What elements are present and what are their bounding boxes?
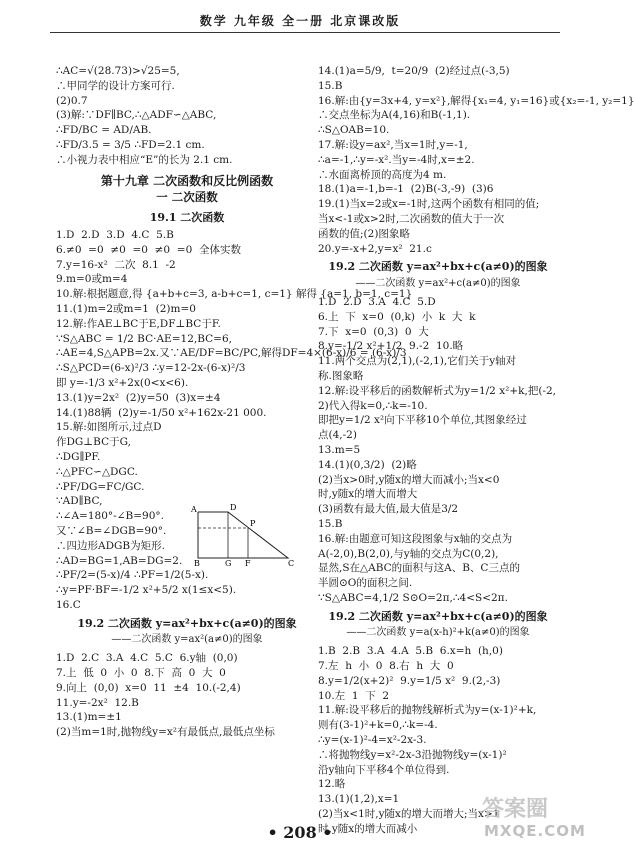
answer-line: 点(4,-2) xyxy=(318,429,357,442)
answer-line: 11.(1)m=2或m=1 (2)m=0 xyxy=(56,302,196,315)
answer-line: 16.解:由题意可知这段图象与x轴的交点为 xyxy=(318,532,513,545)
answer-line: 1.D 2.D 3.A 4.C 5.D xyxy=(318,295,436,308)
answer-line: 1.D 2.C 3.A 4.C 5.C 6.y轴 (0,0) xyxy=(56,652,238,665)
header-rule xyxy=(50,32,560,33)
answer-line: 14.(1)a=5/9, t=20/9 (2)经过点(-3,5) xyxy=(318,65,510,77)
answer-line: 11.y=-2x² 12.B xyxy=(56,696,139,709)
answer-line: 显然,S在△ABC的面积与这A、B、C三点的 xyxy=(318,562,520,575)
watermark xyxy=(474,790,594,846)
label-c: C xyxy=(288,559,295,568)
chapter-title: 第十九章 二次函数和反比例函数 xyxy=(100,173,274,188)
answer-line: 7.左 h 小 0 8.右 h 大 0 xyxy=(318,660,454,673)
subsection-19-2-b: 19.2 二次函数 y=ax²+bx+c(a≠0)的图象 xyxy=(328,260,548,274)
page-header xyxy=(0,8,600,34)
answer-line: 12.略 xyxy=(318,778,346,791)
answer-line: 15.B xyxy=(318,79,343,92)
left-top-answers xyxy=(56,64,318,168)
answer-line: ∴y=(x-1)²-4=x²-2x-3. xyxy=(318,734,427,747)
subsection-19-2-a: 19.2 二次函数 y=ax²+bx+c(a≠0)的图象 xyxy=(77,616,297,630)
answer-line: 8.y=-1/2 x²+1/2 9.-2 10.略 xyxy=(318,340,464,353)
answer-line: ∴a=-1,∴y=-x².当y=-4时,x=±2. xyxy=(318,153,475,166)
label-d: D xyxy=(230,503,237,512)
answer-line: 则有(3-1)²+k=0,∴k=-4. xyxy=(318,719,438,732)
header-title: 数学 九年级 全一册 北京课改版 xyxy=(199,14,401,28)
answer-line: 时,y随x的增大而减小 xyxy=(318,822,418,835)
answer-line: ∴PF/2=(5-x)/4 ∴PF=1/2(5-x). xyxy=(56,569,209,582)
answer-line: 7.y=16-x² 二次 8.1 -2 xyxy=(56,258,176,271)
answer-line: 6.≠0 =0 ≠0 =0 ≠0 =0 全体实数 xyxy=(56,243,241,256)
answer-line: 10.左 1 下 2 xyxy=(318,689,390,702)
subsection-19-2-c: 19.2 二次函数 y=ax²+bx+c(a≠0)的图象 xyxy=(328,609,548,623)
page-number: • 208 • xyxy=(267,823,333,842)
answer-line: 当x<-1或x>2时,二次函数的值大于一次 xyxy=(318,212,505,225)
answer-line: (2)当m=1时,抛物线y=x²有最低点,最低点坐标 xyxy=(56,726,275,739)
answer-line: 20.y=-x+2,y=x² 21.c xyxy=(318,242,432,255)
answer-line: ∴y=PF·BF=-1/2 x²+5/2 x(1≤x<5). xyxy=(56,584,237,597)
answers-19-2-b xyxy=(318,295,558,606)
answer-line: ∴小视力表中相应“E”的长为 2.1 cm. xyxy=(56,153,233,166)
answer-line: (2)当x<1时,y随x的增大而增大;当x>1 xyxy=(318,808,500,821)
answer-line: ∴四边形ADGB为矩形. xyxy=(56,539,165,552)
answer-line: ∴甲同学的设计方案可行. xyxy=(56,79,175,92)
answer-line: (3)解:∵DF∥BC,∴△ADF∽△ABC, xyxy=(56,109,217,122)
answer-line: ∵S△ABC=4,1/2 S⊙O=2π,∴4<S<2π. xyxy=(318,591,508,604)
answer-line: 13.(1)(1,2),x=1 xyxy=(318,793,400,806)
answer-line: ∴将抛物线y=x²-2x-3沿抛物线y=(x-1)² xyxy=(318,748,507,761)
right-top-answers xyxy=(318,64,635,256)
answer-line: ∴S△OAB=10. xyxy=(318,124,390,137)
answer-line: 15.B xyxy=(318,517,343,530)
answer-line: ∴交点坐标为A(4,16)和B(-1,1). xyxy=(318,109,471,122)
answer-line: 9.m=0或m=4 xyxy=(56,273,128,286)
answer-line: 8.y=1/2(x+2)² 9.y=1/5 x² 9.(2,-3) xyxy=(318,674,501,687)
answer-line: ∴△PFC∽△DGC. xyxy=(56,465,138,478)
answer-line: ∴AC=√(28.73)>√25=5, xyxy=(56,65,180,77)
answer-line: 10.解:根据题意,得 {a+b+c=3, a-b+c=1, c=1} 解得 {a=1, b=1, c=1} xyxy=(56,288,413,301)
answer-line: 函数的值;(2)图象略 xyxy=(318,227,410,240)
answer-line: 18.(1)a=-1,b=-1 (2)B(-3,-9) (3)6 xyxy=(318,183,494,196)
trapezoid-outline xyxy=(198,512,288,558)
answer-line: 又∵∠B=∠DGB=90°. xyxy=(56,524,167,537)
answer-line: 12.解:作AE⊥BC于E,DF⊥BC于F. xyxy=(56,317,221,330)
subsection-19-2-b-note: ——二次函数 y=ax²+c(a≠0)的图象 xyxy=(355,278,521,290)
answers-19-2-a xyxy=(56,651,318,740)
answer-line: 9.向上 (0,0) x=0 11 ±4 10.(-2,4) xyxy=(56,681,241,694)
trapezoid-figure xyxy=(188,504,298,566)
answer-line: ∴S△PCD=(6-x)²/3 ∴y=12-2x-(6-x)²/3 xyxy=(56,362,246,375)
answer-line: ∴AD=BG=1,AB=DG=2. xyxy=(56,554,183,567)
answer-line: 16.解:由{y=3x+4, y=x²},解得{x₁=4, y₁=16}或{x₂=-1, y₂=1} xyxy=(318,94,635,107)
answer-line: 15.解:如图所示,过点D xyxy=(56,421,162,434)
answer-line: 13.m=5 xyxy=(318,443,361,456)
label-b: B xyxy=(194,559,200,568)
answer-line: ∵AD∥BC, xyxy=(56,495,103,508)
answer-line: 2)代入得k=0,∴k=-10. xyxy=(318,399,428,412)
answer-line: 作DG⊥BC于G, xyxy=(56,436,131,449)
answer-line: (2)0.7 xyxy=(56,94,88,107)
answer-line: 半圆⊙O的面积之间. xyxy=(318,577,413,590)
answer-line: 11.两个交点为(2,1),(-2,1),它们关于y轴对 xyxy=(318,355,517,368)
subsection-19-2-a-note: ——二次函数 y=ax²(a≠0)的图象 xyxy=(111,634,263,646)
answer-line: 19.(1)当x=2或x=-1时,这两个函数有相同的值; xyxy=(318,198,540,211)
answer-line: 沿y轴向下平移4个单位得到. xyxy=(318,763,450,776)
watermark-url: MXQE.COM xyxy=(484,822,586,840)
answer-line: 时,y随x的增大而增大 xyxy=(318,488,418,501)
answer-line: 11.解:设平移后的抛物线解析式为y=(x-1)²+k, xyxy=(318,704,537,717)
answer-line: ∴AE=4,S△APB=2x.又∵AE/DF=BC/PC,解得DF=4×(6-x)/6 = (6-x)/3 xyxy=(56,347,407,360)
answer-line: 17.解:设y=ax²,当x=1时,y=-1, xyxy=(318,138,468,151)
answer-line: 14.(1)(0,3/2) (2)略 xyxy=(318,458,417,471)
answer-line: ∴DG∥PF. xyxy=(56,450,101,463)
answer-line: (3)函数有最大值,最大值是3/2 xyxy=(318,503,459,516)
answer-line: ∴FD/3.5 = 3/5 ∴FD=2.1 cm. xyxy=(56,138,205,151)
right-column xyxy=(318,64,635,837)
answer-line: 13.(1)m=±1 xyxy=(56,711,122,724)
label-p: P xyxy=(250,519,256,528)
answer-line: 12.解:设平移后的函数解析式为y=1/2 x²+k,把(-2, xyxy=(318,384,556,397)
answer-line: 14.(1)88辆 (2)y=-1/50 x²+162x-21 000. xyxy=(56,406,267,419)
section-title: 一 二次函数 xyxy=(156,190,218,205)
watermark-text: 答案圈 xyxy=(482,797,549,822)
answer-line: ∴PF/DG=FC/GC. xyxy=(56,480,145,493)
answer-line: 即 y=-1/3 x²+2x(0<x<6). xyxy=(56,376,189,389)
answer-line: 13.(1)y=2x² (2)y=50 (3)x=±4 xyxy=(56,391,221,404)
answer-line: 7.上 低 0 小 0 8.下 高 0 大 0 xyxy=(56,667,226,680)
label-f: F xyxy=(245,559,251,568)
answer-line: 7.下 x=0 (0,3) 0 大 xyxy=(318,325,429,338)
answer-line: ∵S△ABC = 1/2 BC·AE=12,BC=6, xyxy=(56,332,232,345)
label-g: G xyxy=(225,559,232,568)
answer-line: (2)当x>0时,y随x的增大而减小;当x<0 xyxy=(318,473,500,486)
answer-line: 即把y=1/2 x²向下平移10个单位,其图象经过 xyxy=(318,414,527,427)
answer-line: 1.B 2.B 3.A 4.A 5.B 6.x=h (h,0) xyxy=(318,645,503,658)
answer-line: ∴FD/BC = AD/AB. xyxy=(56,124,152,137)
answer-line: A(-2,0),B(2,0),与y轴的交点为C(0,2), xyxy=(318,547,499,560)
subsection-19-2-c-note: ——二次函数 y=a(x-h)²+k(a≠0)的图象 xyxy=(346,627,530,639)
answer-line: 6.上 下 x=0 (0,k) 小 k 大 k xyxy=(318,310,476,323)
answer-line: ∴水面离桥顶的高度为4 m. xyxy=(318,168,447,181)
answer-line: 1.D 2.D 3.D 4.C 5.B xyxy=(56,228,174,241)
label-a: A xyxy=(191,505,197,514)
answer-line: 称.图象略 xyxy=(318,369,364,382)
answer-line: ∴∠A=180°-∠B=90°. xyxy=(56,510,164,523)
subsection-19-1: 19.1 二次函数 xyxy=(149,211,225,225)
answer-line: 16.C xyxy=(56,598,81,611)
